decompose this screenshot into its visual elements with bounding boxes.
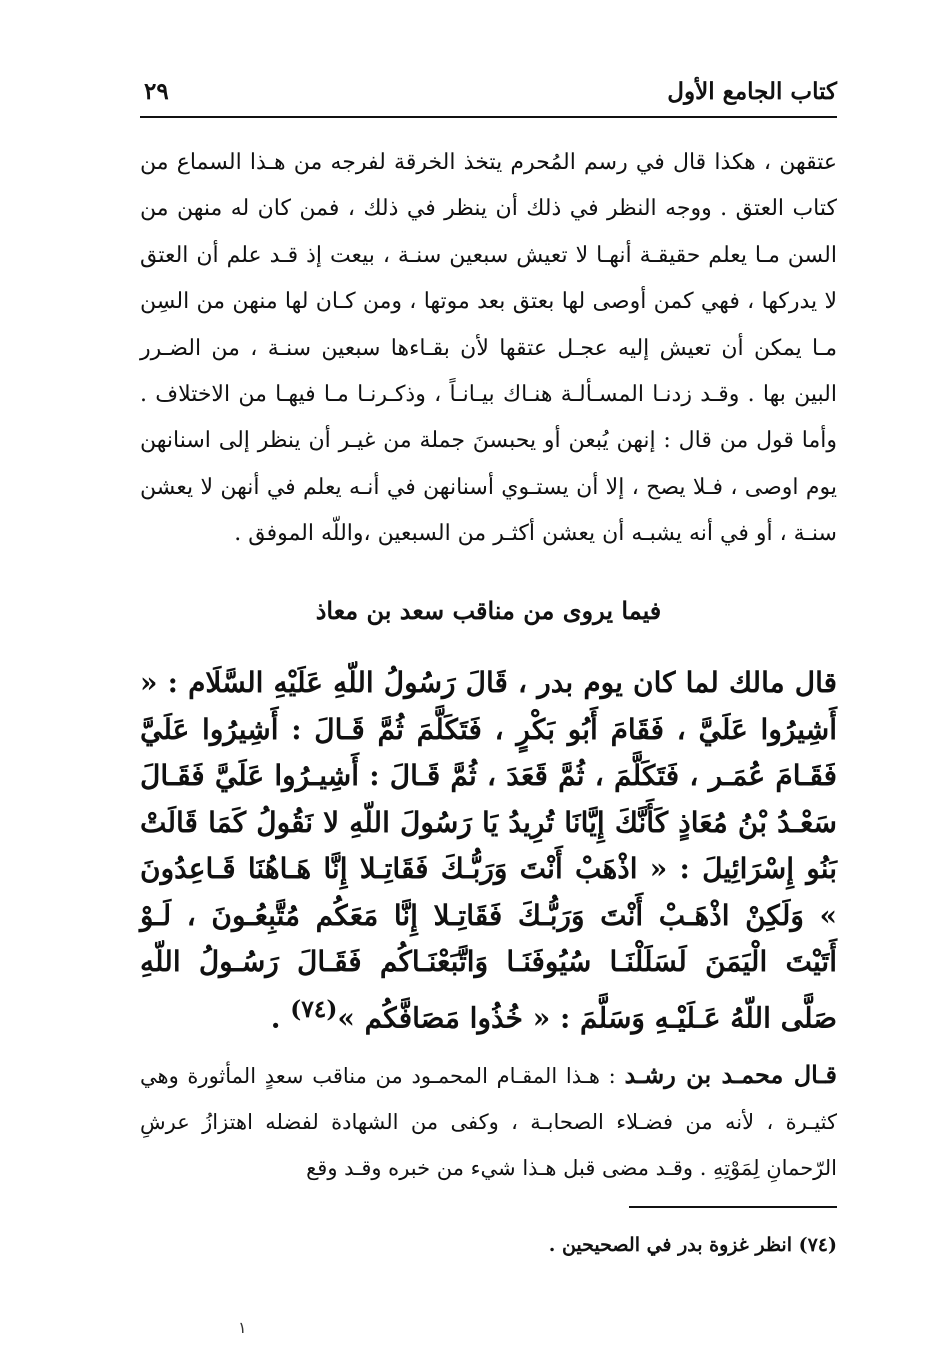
section-heading: فيما يروى من مناقب سعد بن معاذ [315,596,662,625]
commentary-text: : هـذا المقـام المحمـود من مناقب سعدٍ المأثورة وهي كثيـرة ، لأنه من فضـلاء الصحابـة ، وكفى من الشهادة لفضله اهتزازُ عرشِ الرّحمانِ لِمَوْتِهِ . وقـد مضى قبل هـذا شيء من خبره وقـد وقع [140,1064,837,1180]
running-header [140,72,837,118]
footnote: (٧٤) انظر غزوة بدر في الصحيحين . [548,1234,837,1256]
paragraph-3 [140,1052,837,1191]
paragraph-1: عتقهن ، هكذا قال في رسم المُحرم يتخذ الخرقة لفرجه من هـذا السماع من كتاب العتق . ووجه النظر في ذلك أن ينظر في ذلك ، فمن كان له منهن من السن مـا يعلم حقيقـة أنهـا لا تعيش سبعين سنـة ، بيعت إذ قـد علم أن العتق لا يدركها ، فهي كمن أوصى لها بعتق بعد موتها ، ومن كـان لها منهن من السِن مـا يمكن أن تعيش إليه عجـل عتقها لأن بقـاءها سبعين سنـة ، من الضـرر البين بها . وقـد زدنـا المسـألـة هنـاك بيـانـاً ، وذكـرنـا مـا فيهـا من الاختلاف . وأما قول من قال : إنهن يُبعن أو يحبسنَ جملة من غيـر أن ينظر إلى اسنانهن يوم اوصى ، فـلا يصح ، إلا أن يستـوي أسنانهن في أنـه يعلم في أنهن لا يعشن سنـة ، أو في أنه يشبـه أن يعشن أكثـر من السبعين ،واللّه الموفق . [140,150,837,547]
footnote-separator [629,1206,837,1208]
commentator-name: قـال محمـد بن رشـد [624,1060,837,1089]
stray-glyph: ١ [238,1318,247,1337]
book-title: كتاب الجامع الأول [667,78,837,105]
paragraph-2 [140,660,837,1041]
footnote-reference: (٧٤) [290,994,338,1023]
hadith-text: قال مالك لما كان يوم بدر ، قَالَ رَسُولُ اللّهِ عَلَيْهِ السَّلَام : « أَشِيرُوا عَلَيَّ ، فَقَامَ أَبُو بَكْرٍ ، فَتَكَلَّمَ ثُمَّ قَـالَ : أَشِيرُوا عَلَيَّ فَقَـامَ عُمَـر ، فَتَكَلَّمَ ، ثُمَّ قَعَدَ ، ثُمَّ قَـالَ : أَشِيـرُوا عَلَيَّ فَقَـالَ سَعْـدُ بْنُ مُعَاذٍ كَأَنَّكَ إِيَّانَا تُرِيدُ يَا رَسُولَ اللّهِ لا نَقُولُ كَمَا قَالَتْ بَنُو إِسْرَائِيلَ : « اذْهَبْ أَنْتَ وَرَبُّـكَ فَقَاتِـلا إِنَّا هَـاهُنَا قَـاعِدُونَ » وَلَكِنْ اذْهَـبْ أَنْتَ وَرَبُّـكَ فَقَاتِـلا إِنَّا مَعَكُم مُتَّبِعُـونَ ، لَـوْ أَتَيْتَ الْيَمَنَ لَسَلَلْنَـا سُيُوفَنَـا وَاتَّبَعْنَـاكُم فَقَـالَ رَسُـولُ اللّهِ صَلَّى اللّهُ عَـلَيْـهِ وَسَلَّمَ : « خُذُوا مَصَافَّكُم » [140,666,837,1034]
page-number: ٢٩ [144,78,169,105]
paragraph-2-end: . [270,1000,291,1034]
